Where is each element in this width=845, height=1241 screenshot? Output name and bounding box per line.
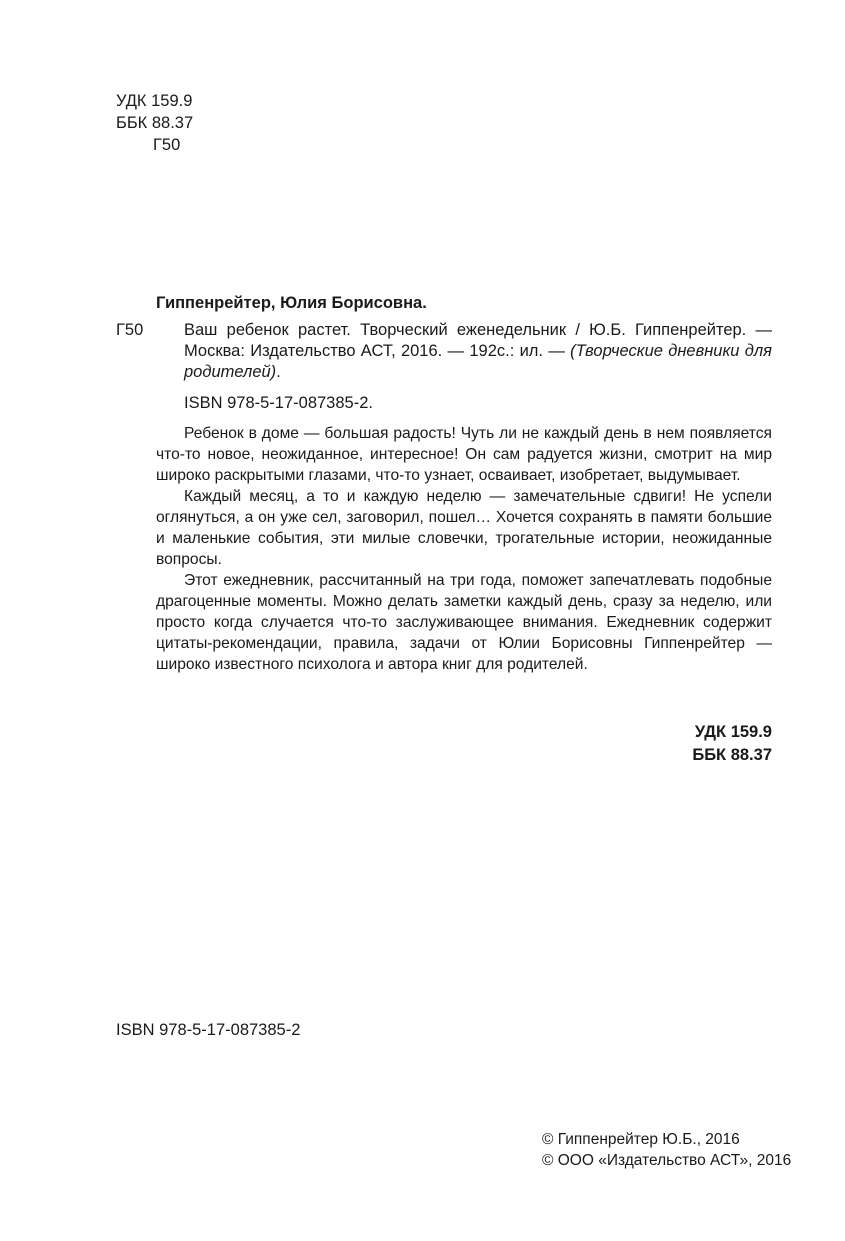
bbk-code-bold: ББК 88.37 — [692, 746, 772, 764]
author-sign: Г50 — [153, 136, 181, 154]
series-title: (Творческие дневники для родителей) — [184, 342, 772, 381]
entry-author-sign: Г50 — [116, 321, 144, 339]
classification-codes-bottom — [692, 721, 772, 767]
bibliographic-entry — [116, 293, 772, 675]
description-text — [184, 320, 772, 383]
annotation-paragraph: Каждый месяц, а то и каждую неделю — замечательные сдвиги! Не успели оглянуться, а он уже сел, заговорил, пошел… Хочется сохранять в памяти большие и маленькие события, эти милые словечки, трогательные истории, неожиданные вопросы. — [156, 488, 772, 568]
annotation-paragraph: Ребенок в доме — большая радость! Чуть ли не каждый день в нем появляется что-то новое, неожиданное, интересное! Он сам радуется жизни, смотрит на мир широко раскрытыми глазами, что-то узнает, осваивает, изобретает, выдумывает. — [156, 425, 772, 484]
udk-code-bold: УДК 159.9 — [694, 723, 772, 741]
udk-code: УДК 159.9 — [116, 92, 193, 110]
annotation — [156, 423, 772, 675]
annotation-paragraph: Этот ежедневник, рассчитанный на три года, поможет запечатлевать подобные драгоценные моменты. Можно делать заметки каждый день, сразу за неделю, или просто когда случается что-то заслуживающее внимания. Ежедневник содержит цитаты-рекомендации, правила, задачи от Юлии Борисовны Гиппенрейтер — широко известного психолога и автора книг для родителей. — [156, 572, 772, 673]
copyright-author: © Гиппенрейтер Ю.Б., 2016 — [542, 1131, 740, 1148]
description-end: . — [276, 363, 281, 381]
bbk-code: ББК 88.37 — [116, 114, 194, 132]
description-main: Ваш ребенок растет. Творческий еженедельник / Ю.Б. Гиппенрейтер. — Москва: Издательство АСТ, 2016. — 192с.: ил. — — [184, 321, 772, 360]
entry-isbn: ISBN 978-5-17-087385-2. — [184, 394, 373, 412]
copyright-block — [542, 1129, 791, 1171]
classification-codes-top — [116, 90, 193, 156]
isbn-bottom: ISBN 978-5-17-087385-2 — [116, 1021, 301, 1039]
copyright-publisher: © ООО «Издательство АСТ», 2016 — [542, 1152, 792, 1169]
bibliographic-description — [116, 320, 772, 383]
author-name: Гиппенрейтер, Юлия Борисовна. — [156, 294, 427, 312]
